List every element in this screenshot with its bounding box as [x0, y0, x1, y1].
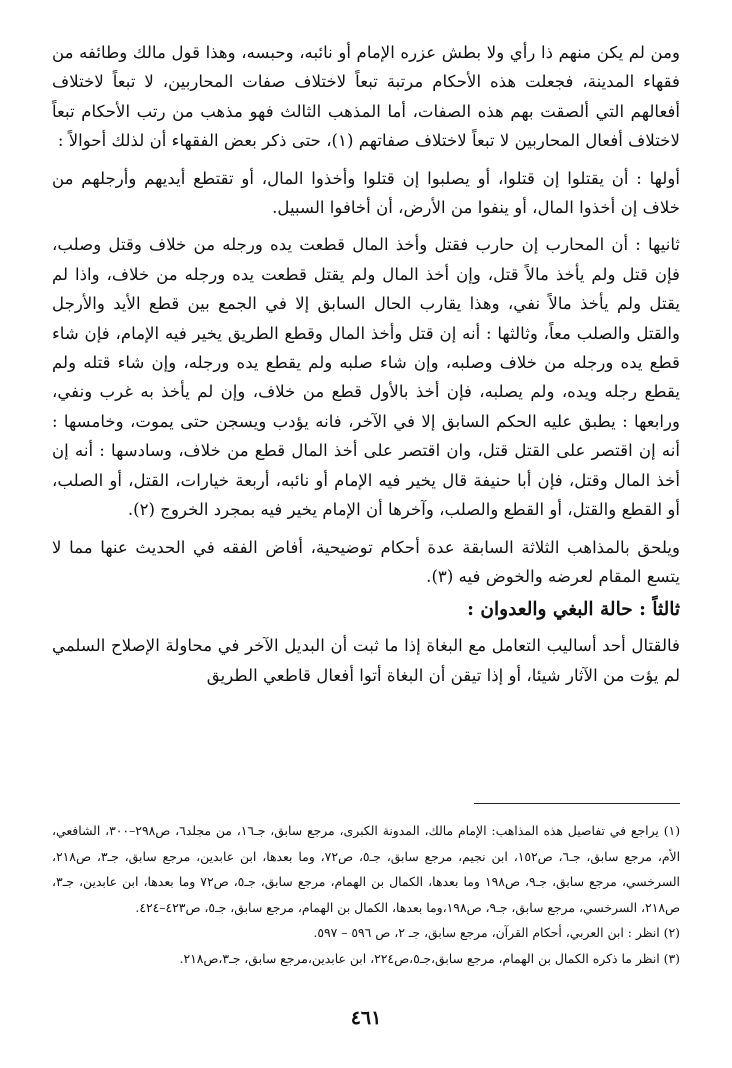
footnotes — [52, 818, 680, 972]
section-heading: ثالثاً : حالة البغي والعدوان : — [467, 599, 680, 621]
paragraph-1: ومن لم يكن منهم ذا رأي ولا بطش عزره الإمام أو نائبه، وحبسه، وهذا قول مالك وطائفه من فقهاء المدينة، فجعلت هذه الأحكام مرتبة تبعاً لاختلاف صفات المحاربين، لا تبعاً لاختلاف أفعالهم التي ألصقت بهم هذه الصفات، أما المذهب الثالث فهو مذهب من رتب الأحكام تبعاً لاختلاف أفعال المحاربين لا تبعاً لاختلاف صفاتهم (١)، حتى ذكر بعض الفقهاء أن لذلك أحوالاً : — [52, 43, 680, 151]
paragraph-4: ويلحق بالمذاهب الثلاثة السابقة عدة أحكام توضيحية، أفاض الفقه في الحديث عنها مما لا يتسع المقام لعرضه والخوض فيه (٣). — [52, 537, 680, 586]
paragraph-5: فالقتال أحد أساليب التعامل مع البغاة إذا ما ثبت أن البديل الآخر في محاولة الإصلاح السلمي لم يؤت من الآثار شيئا، أو إذا تيقن أن البغاة أتوا أفعال قاطعي الطريق — [52, 636, 680, 685]
footnote-2: (٢) انظر : ابن العربي، أحكام القرآن، مرجع سابق، جـ ٢، ص ٥٩٦ – ٥٩٧. — [313, 925, 680, 941]
document-page — [52, 38, 680, 1058]
footnote-3: (٣) انظر ما ذكره الكمال بن الهمام، مرجع سابق،جـ٥،ص٢٢٤، ابن عابدين،مرجع سابق، جـ٣،ص٢١٨. — [179, 950, 680, 966]
footnote-1: (١) يراجع في تفاصيل هذه المذاهب: الإمام مالك، المدونة الكبرى، مرجع سابق، جـ١٦، من مجلد٦، ص٢٩٨–٣٠٠، الشافعي، الأم، مرجع سابق، جـ٦، ص١٥٢، ابن نجيم، مرجع سابق، جـ٥، ص٧٢، وما بعدها، ابن عابدين، مرجع سابق، جـ٣، ص٢١٨، السرخسي، مرجع سابق، جـ٩، ص١٩٨ وما بعدها، الكمال بن الهمام، مرجع سابق، جـ٥، ص٧٢ وما بعدها، ابن عابدين، جـ٣، ص٢١٨، السرخسي، مرجع سابق، جـ٩، ص١٩٨،وما بعدها، الكمال بن الهمام، مرجع سابق، جـ٥، ص٤٢٣–٤٢٤. — [52, 823, 681, 915]
paragraph-2: أولها : أن يقتلوا إن قتلوا، أو يصلبوا إن قتلوا وأخذوا المال، أو تقتطع أيديهم وأرجلهم من خلاف إن أخذوا المال، أو ينفوا من الأرض، أن أخافوا السبيل. — [52, 168, 680, 218]
footnote-divider — [474, 803, 680, 804]
paragraph-3: ثانيها : أن المحارب إن حارب فقتل وأخذ المال قطعت يده ورجله من خلاف وقتل وصلب، فإن قتل ولم يأخذ مالاً قتل، وإن أخذ المال ولم يقتل قطعت يده ورجله من خلاف، واذا لم يقتل ولم يأخذ مالاً نفي، وهذا يقارب الحال السابق إلا في الجمع بين قطع الأيد والأرجل والقتل والصلب معاً، وثالثها : أنه إن قتل وأخذ المال وقطع الطريق يخير فيه الإمام، فإن شاء قطع يده ورجله من خلاف وصلبه، وإن شاء صلبه ولم يقطع يده ورجله، وإن شاء قتله ولم يقطع رجله ويده، ولم يصلبه، فإن أخذ بالأول قطع من خلاف، وإن لم يأخذ به غرب ونفي، ورابعها : يطبق عليه الحكم السابق إلا في الآخر، فانه يؤدب ويسجن حتى يموت، وخامسها : أنه إن اقتصر على القتل قتل، وان اقتصر على أخذ المال قطع من خلاف، وسادسها : أنه إن أخذ المال وقتل، فإن أبا حنيفة قال يخير فيه الإمام أو نائبه، أربعة خيارات، القتل، أو الصلب، أو القطع والقتل، أو القطع والصلب، وآخرها أن الإمام يخير فيه بمجرد الخروج (٢). — [52, 235, 680, 520]
page-number: ٤٦١ — [350, 1007, 382, 1029]
